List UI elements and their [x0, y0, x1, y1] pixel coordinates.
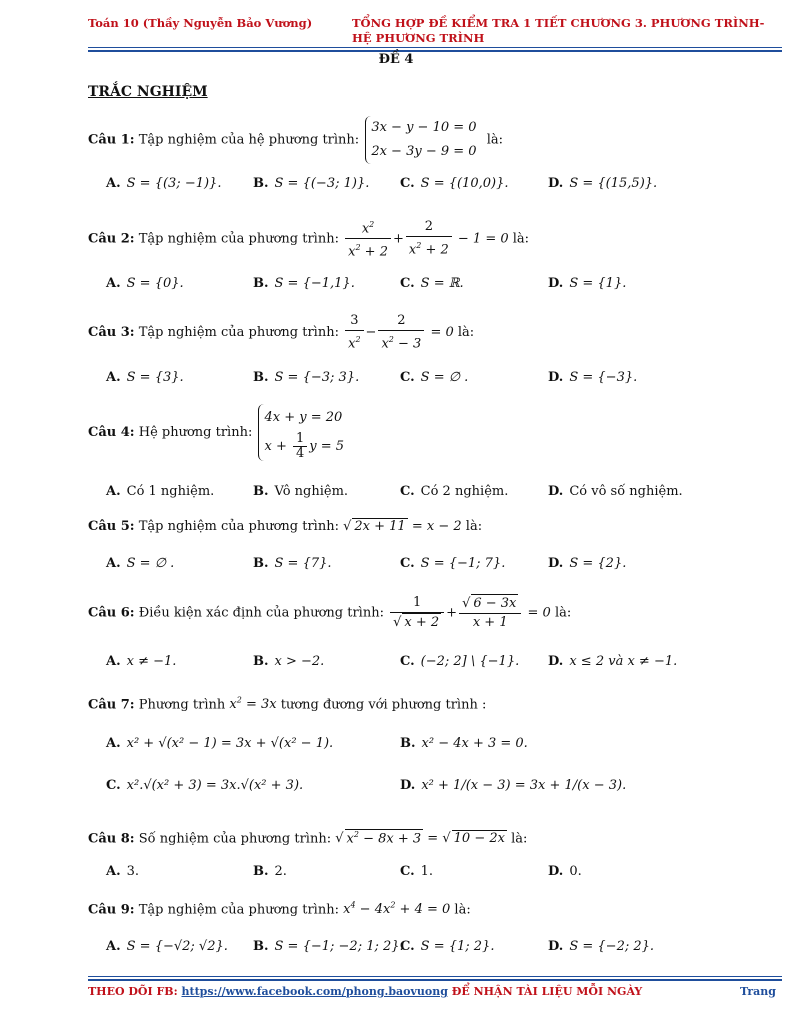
question-text: Tập nghiệm của phương trình:	[138, 325, 339, 341]
question-label: Câu 6:	[88, 605, 135, 621]
option-c[interactable]: C. S = ∅ .	[400, 370, 469, 385]
option-b[interactable]: B. S = {(−3; 1)}.	[253, 176, 370, 191]
footer	[88, 985, 642, 998]
question-8: Câu 8: Số nghiệm của phương trình: √ $x^2 - 8x + 3$ = √ 10 − 2x là:	[88, 829, 527, 846]
question-tail: là:	[511, 831, 528, 847]
system-eq-2: 2x − 3y − 9 = 0	[371, 144, 477, 159]
question-7: Câu 7: Phương trình $x^2 = 3x$ tương đương với phương trình :	[88, 696, 487, 713]
exam-title: ĐỀ 4	[378, 52, 414, 67]
option-a[interactable]: A. S = {0}.	[106, 276, 184, 291]
question-9: Câu 9: Tập nghiệm của phương trình: $x^4 - 4x^2 + 4 = 0$ là:	[88, 901, 471, 918]
question-tail: là:	[465, 519, 483, 534]
fraction: 1 √ x + 2	[390, 594, 444, 632]
fraction: $\frac{3}{x^2}$	[345, 312, 363, 353]
question-tail: là:	[486, 132, 503, 148]
question-text: Phương trình	[138, 697, 226, 713]
option-a[interactable]: A. S = {(3; −1)}.	[106, 176, 222, 191]
question-text: Số nghiệm của phương trình:	[138, 831, 332, 847]
fraction: $\frac{2}{x^2 + 2}$	[406, 218, 452, 259]
option-b[interactable]: B. S = {−3; 3}.	[253, 370, 360, 385]
option-d[interactable]: D. Có vô số nghiệm.	[548, 484, 683, 499]
footer-suffix: ĐỂ NHẬN TÀI LIỆU MỖI NGÀY	[451, 985, 643, 998]
option-a[interactable]: A. S = {−√2; √2}.	[106, 939, 228, 954]
equation-system	[258, 404, 344, 461]
option-b[interactable]: B. Vô nghiệm.	[253, 484, 349, 499]
section-title: TRẮC NGHIỆM	[88, 84, 208, 100]
header-right-line1: TỔNG HỢP ĐỀ KIỂM TRA 1 TIẾT CHƯƠNG 3. PHƯƠNG TRÌNH-	[352, 16, 765, 30]
question-label: Câu 1:	[88, 132, 135, 148]
facebook-link[interactable]: https://www.facebook.com/phong.baovuong	[181, 985, 448, 998]
question-4	[88, 404, 350, 461]
question-label: Câu 9:	[88, 902, 135, 918]
option-d[interactable]: D. S = {1}.	[548, 276, 627, 291]
question-label: Câu 3:	[88, 325, 135, 341]
option-b[interactable]: B. x > −2.	[253, 654, 325, 669]
option-d[interactable]: D. 0.	[548, 864, 582, 879]
option-b[interactable]: B. 2.	[253, 864, 287, 879]
header-right-line2: HỆ PHƯƠNG TRÌNH	[352, 31, 485, 45]
option-d[interactable]: D. x² + 1/(x − 3) = 3x + 1/(x − 3).	[400, 778, 627, 793]
option-b[interactable]: B. S = {7}.	[253, 556, 332, 571]
question-text: Hệ phương trình:	[138, 425, 253, 440]
question-tail: là:	[512, 231, 530, 247]
question-text: Tập nghiệm của hệ phương trình:	[138, 132, 360, 148]
question-label: Câu 2:	[88, 231, 135, 247]
question-label: Câu 8:	[88, 831, 135, 847]
system-eq-2: x + $\frac{1}{4}$ y = 5	[264, 431, 345, 461]
page-label: Trang	[740, 985, 776, 998]
option-c[interactable]: C. S = ℝ.	[400, 276, 464, 291]
question-label: Câu 7:	[88, 697, 135, 713]
question-text: Tập nghiệm của phương trình:	[138, 231, 339, 247]
option-d[interactable]: D. S = {2}.	[548, 556, 627, 571]
footer-prefix: THEO DÕI FB:	[88, 985, 178, 998]
option-c[interactable]: C. S = {1; 2}.	[400, 939, 495, 954]
footer-divider	[88, 976, 782, 977]
question-tail: là:	[554, 605, 572, 621]
option-d[interactable]: D. S = {−3}.	[548, 370, 638, 385]
fraction: √ $\frac{6 - 3x}{x + 1}$	[459, 594, 521, 632]
fraction: $\frac{2}{x^2 - 3}$	[378, 312, 424, 353]
question-text: Điều kiện xác định của phương trình:	[138, 605, 384, 621]
option-c[interactable]: C. x².√(x² + 3) = 3x.√(x² + 3).	[106, 778, 304, 793]
question-tail: tương đương với phương trình :	[280, 697, 487, 713]
system-eq-1: 3x − y − 10 = 0	[371, 120, 477, 135]
header-left: Toán 10 (Thầy Nguyễn Bảo Vương)	[88, 16, 313, 30]
option-d[interactable]: D. S = {−2; 2}.	[548, 939, 655, 954]
equation-system	[365, 116, 476, 164]
question-3: Câu 3: Tập nghiệm của phương trình: $\frac{3}{x^2}$ − $\frac{2}{x^2 - 3}$ = 0 là:	[88, 313, 475, 352]
footer-divider-thick	[88, 979, 782, 981]
question-5: Câu 5: Tập nghiệm của phương trình: √ 2x + 11 = x − 2 là:	[88, 518, 482, 534]
option-d[interactable]: D. S = {(15,5)}.	[548, 176, 658, 191]
header-divider	[88, 47, 782, 48]
option-c[interactable]: C. 1.	[400, 864, 434, 879]
question-text: Tập nghiệm của phương trình:	[138, 902, 339, 918]
option-a[interactable]: A. S = {3}.	[106, 370, 184, 385]
question-2: Câu 2: Tập nghiệm của phương trình: $\frac{x^2}{x^2 + 2}$ + $\frac{2}{x^2 + 2}$ − 1 = 0 là:	[88, 216, 529, 262]
question-6: Câu 6: Điều kiện xác định của phương trình: 1 √ x + 2 + √ $\frac{6 - 3x}{x + 1}$ = 0 là:	[88, 594, 571, 632]
question-label: Câu 4:	[88, 425, 135, 440]
question-text: Tập nghiệm của phương trình:	[138, 519, 339, 534]
option-a[interactable]: A. x ≠ −1.	[106, 654, 177, 669]
option-a[interactable]: A. Có 1 nghiệm.	[106, 484, 215, 499]
option-c[interactable]: C. S = {(10,0)}.	[400, 176, 509, 191]
option-b[interactable]: B. x² − 4x + 3 = 0.	[400, 736, 528, 751]
option-a[interactable]: A. x² + √(x² − 1) = 3x + √(x² − 1).	[106, 736, 334, 751]
option-d[interactable]: D. x ≤ 2 và x ≠ −1.	[548, 654, 678, 669]
question-tail: là:	[454, 902, 471, 918]
option-c[interactable]: C. (−2; 2] \ {−1}.	[400, 654, 520, 669]
header-right	[352, 16, 764, 46]
option-a[interactable]: A. 3.	[106, 864, 140, 879]
system-eq-1: 4x + y = 20	[264, 410, 343, 425]
question-1	[88, 116, 503, 164]
fraction: $\frac{x^2}{x^2 + 2}$	[345, 216, 391, 262]
question-label: Câu 5:	[88, 519, 135, 534]
option-c[interactable]: C. S = {−1; 7}.	[400, 556, 506, 571]
option-a[interactable]: A. S = ∅ .	[106, 556, 175, 571]
option-b[interactable]: B. S = {−1,1}.	[253, 276, 355, 291]
option-b[interactable]: B. S = {−1; −2; 1; 2}.	[253, 939, 404, 954]
question-tail: là:	[457, 325, 475, 341]
option-c[interactable]: C. Có 2 nghiệm.	[400, 484, 509, 499]
